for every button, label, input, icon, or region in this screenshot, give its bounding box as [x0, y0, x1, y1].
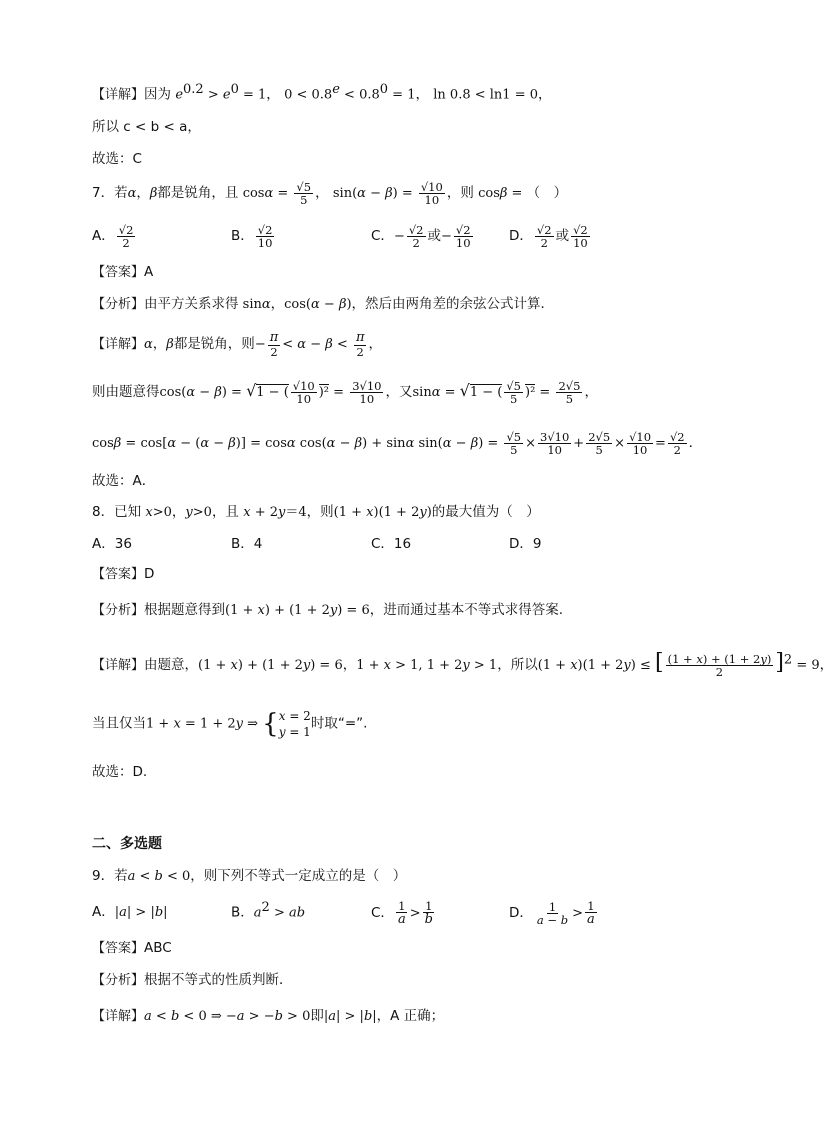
answer-value: A	[144, 264, 154, 280]
q9-detail-1: 【详解】a < b < 0 ⇒ −a > −b > 0即|a| > |b|，A 正确；	[92, 1008, 445, 1024]
section-title	[92, 833, 162, 853]
q9-analysis-text: 根据不等式的性质判断．	[144, 972, 293, 988]
q7-stem: 7．若α，β都是锐角，且 cosα = $\frac{√5}{5}$ ， sin(α − β) = $\frac{√10}{10}$ ，则 cosβ = （ ）	[92, 180, 568, 208]
q8-answer	[92, 563, 154, 582]
q7-detail-3: cosβ = cos[α − (α − β)] = cosα cos(α − β) + sinα sin(α − β) = $\frac{√5}{5}$ × $\frac{3√10}{10}$ + $\frac{2√5}{5}$ × $\frac{√10}{10}$ = $\frac{√2}{2}$ ．	[92, 430, 703, 458]
answer-tag: 【答案】	[92, 941, 145, 956]
q7-analysis: 【分析】由平方关系求得 sinα，cos(α − β)，然后由两角差的余弦公式计算．	[92, 296, 555, 312]
choose-line-prev	[92, 147, 142, 167]
answer-value: D	[144, 566, 155, 582]
q9-option-d: D． $\frac{1}{a - b}$ > $\frac{1}{a}$	[509, 899, 595, 928]
choose-text: 故选：C	[92, 151, 142, 167]
conclusion-line	[92, 115, 201, 135]
q7-answer	[92, 261, 153, 280]
answer-tag: 【答案】	[92, 265, 145, 280]
section-2-title: 二、多选题	[92, 836, 162, 852]
answer-tag: 【答案】	[92, 567, 145, 582]
q8-detail-2: 当且仅当1 + x = 1 + 2y ⇒ { x = 2 y = 1 时取“=”.	[92, 709, 368, 740]
q8-option-c: C．16	[371, 536, 412, 552]
q8-option-b: B．4	[231, 536, 263, 552]
q9-answer	[92, 937, 172, 956]
q8-analysis: 【分析】根据题意得到(1 + x) + (1 + 2y) = 6，进而通过基本不等式求得答案.	[92, 602, 564, 618]
q9-analysis	[92, 968, 293, 988]
q7-option-a: A． $\frac{√2}{2}$	[92, 223, 134, 251]
detail-tag: 【详解】	[92, 658, 145, 673]
detail-tag: 【详解】	[92, 336, 145, 352]
q7-option-b: B． $\frac{√2}{10}$	[231, 223, 273, 251]
q7-choose-text: 故选：A．	[92, 473, 156, 489]
q7-option-c: C．− $\frac{√2}{2}$ 或− $\frac{√2}{10}$	[371, 223, 471, 251]
q9-option-c: C． $\frac{1}{a}$ > $\frac{1}{b}$	[371, 899, 433, 928]
detail-line-prev: 【详解】因为 $e^{0.2} > e^0 = 1$， $0 < 0.8^e < 0.8^0 = 1$， ln 0.8 < ln1 = 0，	[92, 82, 552, 103]
q7-option-d: D． $\frac{√2}{2}$ 或 $\frac{√2}{10}$	[509, 223, 588, 251]
q8-option-d: D．9	[509, 536, 542, 552]
answer-value: ABC	[144, 940, 172, 956]
q8-stem: 8．已知 x>0，y>0，且 x + 2y＝4，则(1 + x)(1 + 2y)的最大值为（ ）	[92, 504, 540, 520]
q8-option-a: A．36	[92, 536, 132, 552]
q9-option-a: A．|a| > |b|	[92, 904, 168, 920]
detail-tag: 【详解】	[92, 1009, 145, 1024]
analysis-tag: 【分析】	[92, 973, 145, 988]
q8-choose	[92, 760, 147, 780]
q7-detail-2: 则由题意得cos(α − β) = √1 − ( $\frac{√10}{10}$ )² = $\frac{3√10}{10}$ ，又sinα = √1 − ( $\frac{√5}{5}$ )² = $\frac{2√5}{5}$ ，	[92, 379, 598, 407]
q8-choose-text: 故选：D.	[92, 764, 148, 780]
q9-option-b: B．$a^2$ > ab	[231, 900, 306, 921]
q8-detail-1: 【详解】由题意，(1 + x) + (1 + 2y) = 6，1 + x > 1, 1 + 2y > 1，所以(1 + x)(1 + 2y) ≤ [ $\frac{(1 + x) + (1 + 2y)}{2}$ ]$^2$ = 9，	[92, 650, 833, 679]
q7-detail-1: 【详解】α，β都是锐角，则− $\frac{\pi}{2}$ < α − β < $\frac{\pi}{2}$ ，	[92, 330, 382, 359]
detail-tag: 【详解】	[92, 87, 145, 103]
conclusion-text: 所以 c < b < a，	[92, 119, 201, 135]
analysis-tag: 【分析】	[92, 297, 145, 312]
q9-stem: 9．若a < b < 0，则下列不等式一定成立的是（ ）	[92, 868, 407, 884]
analysis-tag: 【分析】	[92, 603, 145, 618]
q7-choose	[92, 469, 155, 489]
